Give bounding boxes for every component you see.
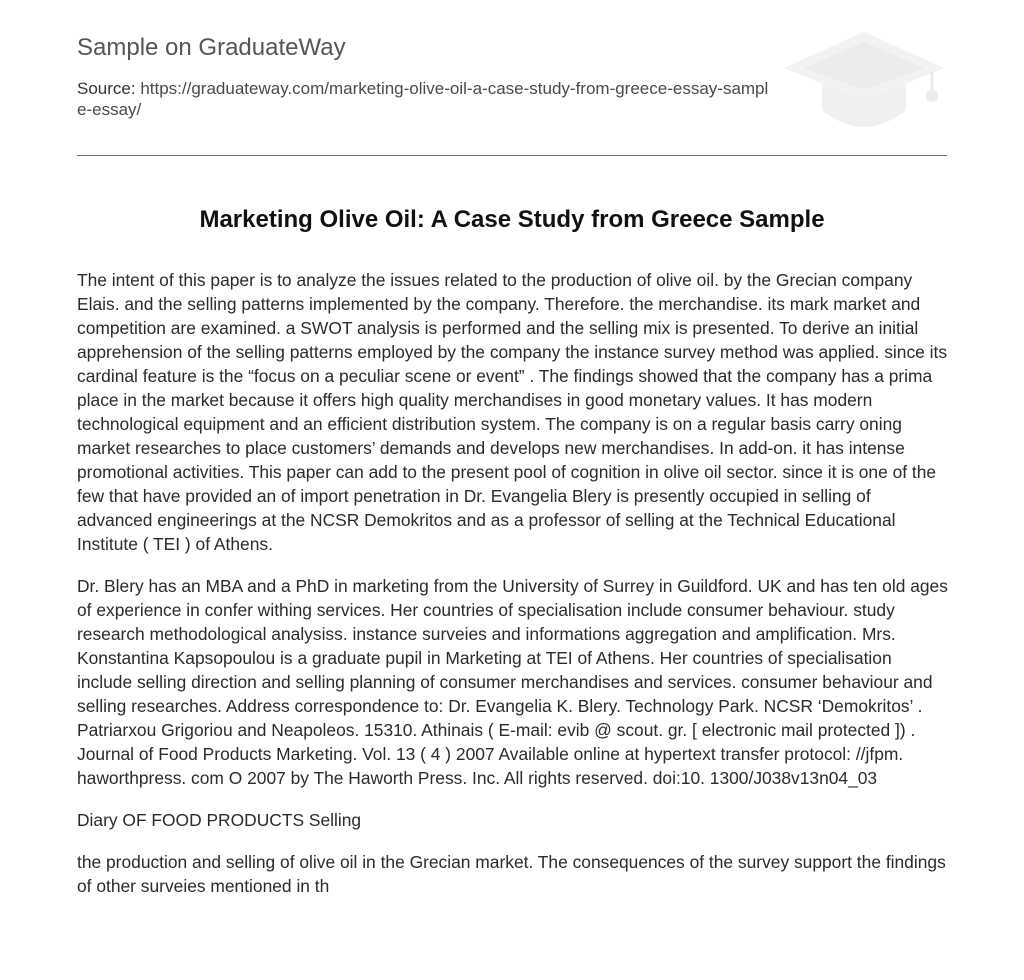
article-title: Marketing Olive Oil: A Case Study from Greece Sample (199, 206, 825, 233)
header-divider (77, 155, 947, 156)
paragraph-continuation: the production and selling of olive oil in the Grecian market. The consequences of the survey support the findings of other surveies mentioned in th (77, 852, 946, 896)
source-link[interactable]: https://graduateway.com/marketing-olive-oil-a-case-study-from-greece-essay-sample-essay/ (77, 79, 769, 119)
source-line (77, 78, 777, 120)
source-label: Source: (77, 79, 136, 98)
graduation-cap-icon (782, 30, 947, 134)
article-body (77, 268, 949, 916)
paragraph-intro: The intent of this paper is to analyze the issues related to the production of olive oil. by the Grecian company Elais. and the selling patterns implemented by the company. Therefore. the merchandise. its mark market and competition are examined. a SWOT analysis is performed and the selling mix is presented. To derive an initial apprehension of the selling patterns employed by the company the instance survey method was applied. since its cardinal feature is the “focus on a peculiar scene or event” . The findings showed that the company has a prima place in the market because it offers high quality merchandises in good monetary values. It has modern technological equipment and an efficient distribution system. The company is on a regular basis carry oning market researches to place customers’ demands and develops new merchandises. In add-on. it has intense promotional activities. This paper can add to the present pool of cognition in olive oil sector. since it is one of the few that have provided an of import penetration in Dr. Evangelia Blery is presently occupied in selling of advanced engineerings at the NCSR Demokritos and as a professor of selling at the Technical Educational Institute ( TEI ) of Athens. (77, 270, 948, 554)
paragraph-authors: Dr. Blery has an MBA and a PhD in marketing from the University of Surrey in Guildford. UK and has ten old ages of experience in confer withing services. Her countries of specialisation include consumer behaviour. study research methodological analysiss. instance surveies and informations aggregation and amplification. Mrs. Konstantina Kapsopoulou is a graduate pupil in Marketing at TEI of Athens. Her countries of specialisation include selling direction and selling planning of consumer merchandises and services. consumer behaviour and selling researches. Address correspondence to: Dr. Evangelia K. Blery. Technology Park. NCSR ‘Demokritos’ . Patriarxou Grigoriou and Neapoleos. 15310. Athinais ( E-mail: evib @ scout. gr. [ electronic mail protected ]) . Journal of Food Products Marketing. Vol. 13 ( 4 ) 2007 Available online at hypertext transfer protocol: //jfpm. haworthpress. com O 2007 by The Haworth Press. Inc. All rights reserved. doi:10. 1300/J038v13n04_03 (77, 576, 948, 788)
site-name: Sample on GraduateWay (77, 34, 346, 61)
page-header (77, 0, 947, 156)
paragraph-journal-heading: Diary OF FOOD PRODUCTS Selling (77, 810, 362, 830)
